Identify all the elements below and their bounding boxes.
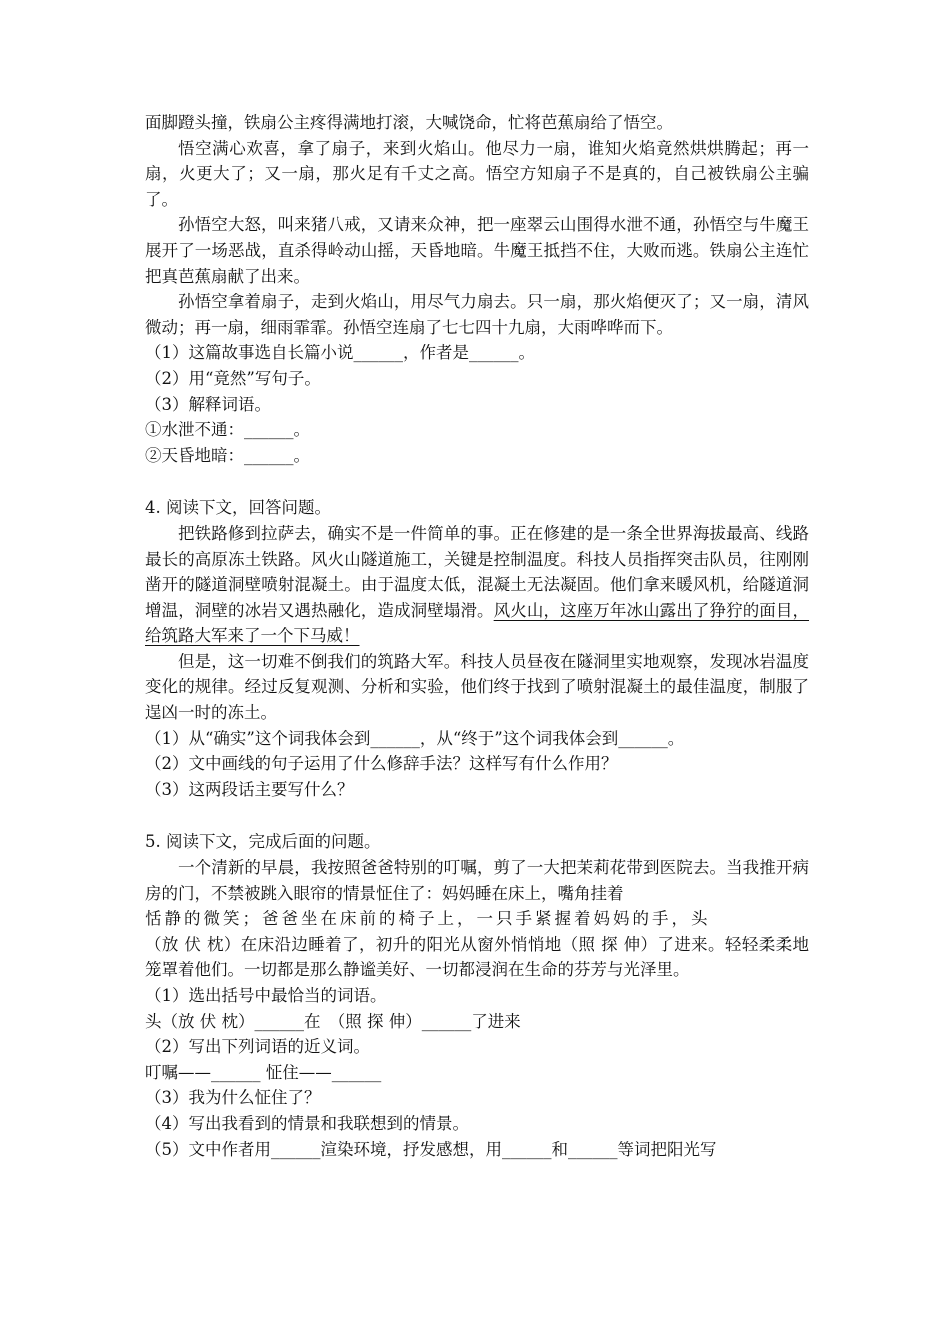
story-paragraph: 孙悟空拿着扇子，走到火焰山，用尽气力扇去。只一扇，那火焰便灭了；又一扇，清风微动；再一扇，细雨霏霏。孙悟空连扇了七七四十九扇，大雨哗哗而下。 xyxy=(145,292,809,337)
passage-text: 把铁路修到拉萨去，确实不是一件简单的事。正在修建的是一条全世界海拔最高、线路最长的高原冻土铁路。风火山隧道施工，关键是控制温度。科技人员指挥突击队员，往刚刚凿开的隧道洞壁喷射混凝土。由于温度太低，混凝土无法凝固。他们拿来暖风机，给隧道洞增温，洞壁的冰岩又遇热融化，造成洞壁塌滑。 xyxy=(145,523,809,620)
document-content xyxy=(145,110,809,1162)
question-line: 叮嘱——______ 怔住——______ xyxy=(145,1062,382,1082)
passage-line: （放 伏 枕）在床沿边睡着了，初升的阳光从窗外悄悄地（照 探 伸）了进来。轻轻柔柔地笼罩着他们。一切都是那么静谧美好、一切都浸润在生命的芬芳与光泽里。 xyxy=(145,934,809,980)
question-line: （4）写出我看到的情景和我联想到的情景。 xyxy=(145,1113,469,1133)
question-line: （3）我为什么怔住了？ xyxy=(145,1088,321,1108)
question-line: （2）用“竟然”写句子。 xyxy=(145,368,321,388)
question-line: ①水泄不通：______。 xyxy=(145,420,310,440)
story-paragraph: 孙悟空大怒，叫来猪八戒，又请来众神，把一座翠云山围得水泄不通，孙悟空与牛魔王展开了一场恶战，直杀得岭动山摇，天昏地暗。牛魔王抵挡不住，大败而逃。铁扇公主连忙把真芭蕉扇献了出来。 xyxy=(145,215,809,286)
question-line: （5）文中作者用______渲染环境，抒发感想，用______和______等词把阳光写 xyxy=(145,1139,717,1159)
question-line: （3）解释词语。 xyxy=(145,394,271,414)
passage-paragraph xyxy=(145,521,809,649)
question-line: （1）这篇故事选自长篇小说______，作者是______。 xyxy=(145,343,535,363)
question-line: （3）这两段话主要写什么？ xyxy=(145,779,354,799)
underlined-sentence: 风火山，这座万年冰山露出了狰狞的面目，给筑路大军来了一个下马威！ xyxy=(145,600,810,646)
question-line: （1）从“确实”这个词我体会到______，从“终于”这个词我体会到______。 xyxy=(145,728,685,748)
passage-paragraph: 一个清新的早晨，我按照爸爸特别的叮嘱，剪了一大把茉莉花带到医院去。当我推开病房的门，不禁被跳入眼帘的情景怔住了：妈妈睡在床上，嘴角挂着 xyxy=(145,858,809,903)
question-line: （2）文中画线的句子运用了什么修辞手法？这样写有什么作用？ xyxy=(145,754,618,774)
question-line: （2）写出下列词语的近义词。 xyxy=(145,1037,370,1057)
story-paragraph: 悟空满心欢喜，拿了扇子，来到火焰山。他尽力一扇，谁知火焰竟然烘烘腾起；再一扇，火更大了；又一扇，那火足有千丈之高。悟空方知扇子不是真的，自己被铁扇公主骗了。 xyxy=(145,138,809,209)
story-paragraph: 面脚蹬头撞，铁扇公主疼得满地打滚，大喊饶命，忙将芭蕉扇给了悟空。 xyxy=(145,113,673,132)
passage-paragraph: 但是，这一切难不倒我们的筑路大军。科技人员昼夜在隧洞里实地观察，发现冰岩温度变化的规律。经过反复观测、分析和实验，他们终于找到了喷射混凝土的最佳温度，制服了逞凶一时的冻土。 xyxy=(145,651,809,723)
passage-line: 恬静的微笑；爸爸坐在床前的椅子上，一只手紧握着妈妈的手，头 xyxy=(145,909,711,929)
section-gap xyxy=(145,468,809,495)
question-line: ②天昏地暗：______。 xyxy=(145,445,310,465)
question-line: 头（放 伏 枕）______在 （照 探 伸）______了进来 xyxy=(145,1011,521,1031)
section-gap xyxy=(145,802,809,829)
section-title: 5. 阅读下文，完成后面的问题。 xyxy=(145,832,381,852)
question-line: （1）选出括号中最恰当的词语。 xyxy=(145,986,387,1005)
section-title: 4. 阅读下文，回答问题。 xyxy=(145,498,331,518)
